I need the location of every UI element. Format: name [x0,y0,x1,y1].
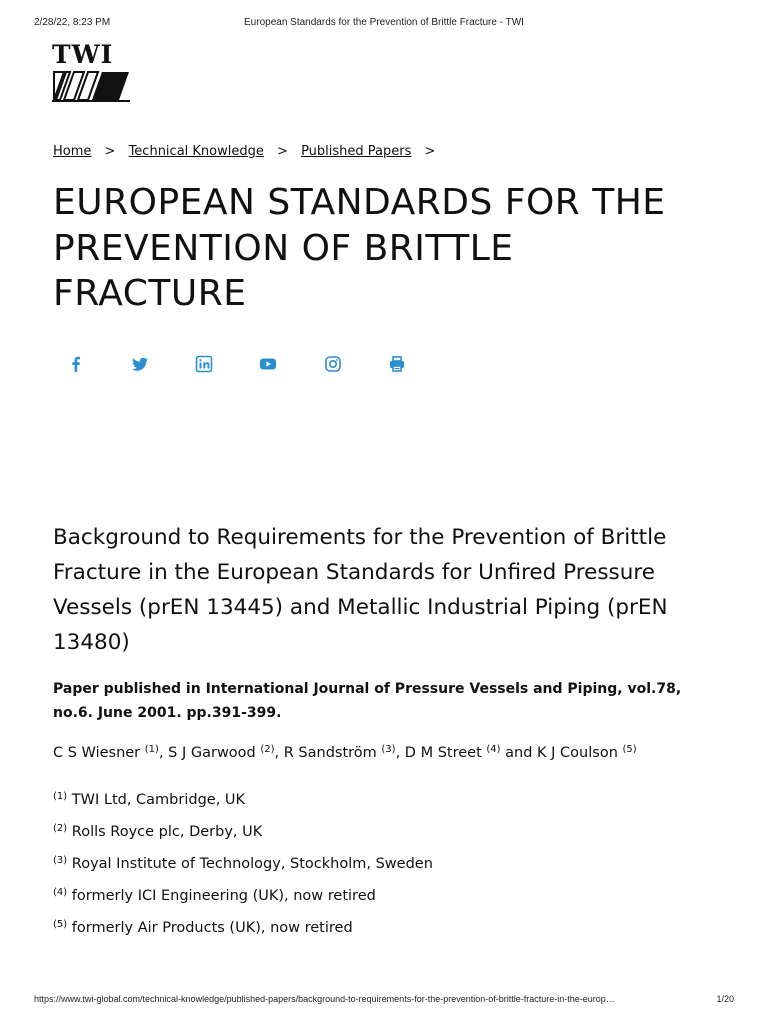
logo-stripes-icon [52,70,130,102]
author-ref: (1) [144,744,159,755]
author-name: C S Wiesner [53,745,141,761]
author-name: K J Coulson [537,745,618,761]
author-ref: (3) [381,744,396,755]
affiliation-ref: (3) [53,855,68,866]
author-ref: (2) [260,744,275,755]
share-bar [66,354,426,378]
breadcrumb-separator: > [277,144,288,159]
affiliation-text: Royal Institute of Technology, Stockholm, Sweden [71,856,433,872]
print-footer [0,994,768,1008]
affiliation-item [53,821,718,853]
print-header [0,17,768,31]
author-ref: (5) [622,744,637,755]
affiliation-ref: (5) [53,919,68,930]
affiliation-ref: (2) [53,823,68,834]
print-date: 2/28/22, 8:23 PM [34,17,111,28]
youtube-icon[interactable] [258,354,278,374]
facebook-icon[interactable] [66,354,86,374]
breadcrumb-home-link[interactable]: Home [53,144,92,159]
affiliation-text: formerly ICI Engineering (UK), now retired [71,888,376,904]
author-comma: , [274,745,284,761]
affiliation-item [53,853,718,885]
author-list [53,742,718,764]
print-url: https://www.twi-global.com/technical-knowledge/published-papers/background-to-requirements-for-the-prevention-of-brittle-fracture-in-the-europ… [34,994,615,1004]
author-name: R Sandström [283,745,377,761]
author-ref: (4) [486,744,501,755]
logo-wordmark: TWI [52,40,114,69]
print-page-title: European Standards for the Prevention of Brittle Fracture - TWI [244,17,524,28]
breadcrumb-technical-knowledge-link[interactable]: Technical Knowledge [128,144,264,159]
affiliation-item [53,885,718,917]
twi-logo[interactable] [52,42,132,102]
breadcrumb [53,144,444,159]
breadcrumb-separator: > [424,144,436,159]
affiliation-text: Rolls Royce plc, Derby, UK [71,824,263,840]
author-comma: , [158,745,169,761]
affiliation-ref: (1) [53,791,68,802]
affiliation-list [53,789,718,949]
affiliation-text: formerly Air Products (UK), now retired [71,920,353,936]
print-page-number: 1/20 [716,994,734,1004]
print-icon[interactable] [387,354,407,374]
author-name: D M Street [404,745,482,761]
author-name: S J Garwood [168,745,256,761]
linkedin-icon[interactable] [194,354,214,374]
author-conjunction: and [505,745,533,761]
twitter-icon[interactable] [130,354,150,374]
affiliation-text: TWI Ltd, Cambridge, UK [71,792,246,808]
paper-subtitle: Background to Requirements for the Prevention of Brittle Fracture in the European Standards for Unfired Pressure Vessels (prEN 13445) and Metallic Industrial Piping (prEN 13480) [53,525,668,655]
breadcrumb-separator: > [104,144,116,159]
author-comma: , [395,745,405,761]
publication-citation: Paper published in International Journal of Pressure Vessels and Piping, vol.78, no.6. June 2001. pp.391-399. [53,681,682,721]
affiliation-ref: (4) [53,887,68,898]
affiliation-item [53,789,718,821]
page-title: EUROPEAN STANDARDS FOR THE PREVENTION OF BRITTLE FRACTURE [53,182,666,314]
instagram-icon[interactable] [323,354,343,374]
breadcrumb-published-papers-link[interactable]: Published Papers [301,144,412,159]
affiliation-item [53,917,718,949]
